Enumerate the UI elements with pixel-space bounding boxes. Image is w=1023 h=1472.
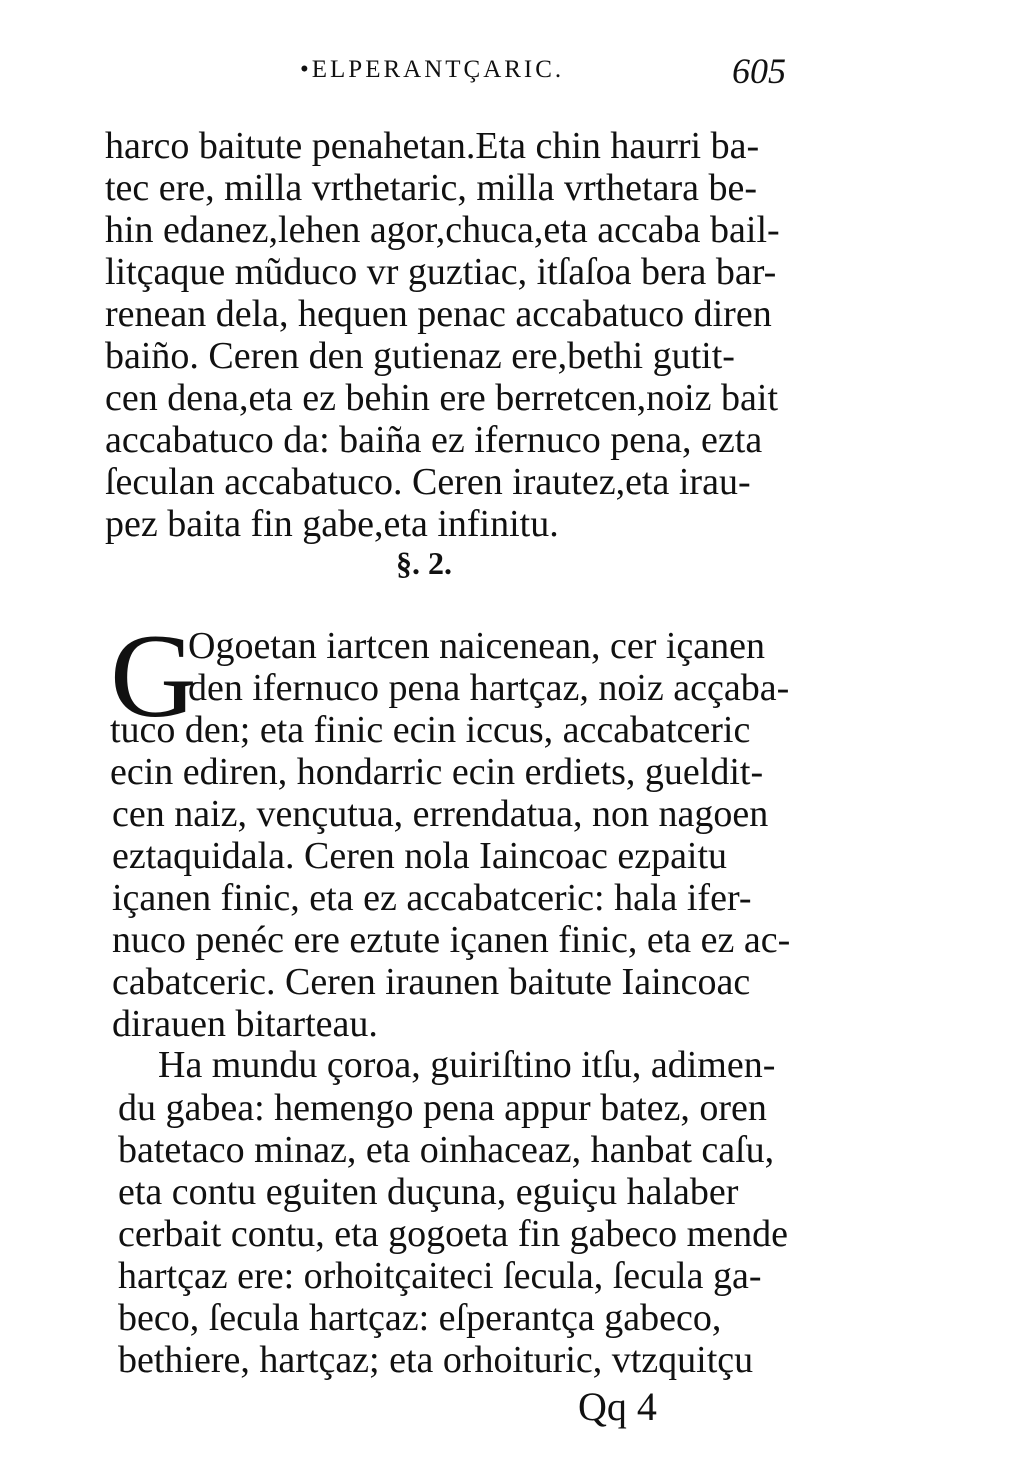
body-line-26: hartçaz ere: orhoitçaiteci ſecula, ſecula ga-: [118, 1255, 762, 1297]
body-line-13: tuco den; eta finic ecin iccus, accabatceric: [110, 709, 751, 751]
body-line-15: cen naiz, vençutua, errendatua, non nagoen: [112, 793, 769, 835]
body-line-28: bethiere, hartçaz; eta orhoituric, vtzquitçu: [118, 1339, 754, 1381]
section-mark: §. 2.: [396, 545, 452, 581]
body-line-5: renean dela, hequen penac accabatuco diren: [105, 293, 772, 335]
body-line-18: nuco penéc ere eztute içanen finic, eta ez ac-: [112, 919, 791, 961]
body-line-6: baiño. Ceren den gutienaz ere,bethi gutit-: [105, 335, 735, 377]
body-line-16: eztaquidala. Ceren nola Iaincoac ezpaitu: [112, 835, 728, 877]
body-line-27: beco, ſecula hartçaz: eſperantça gabeco,: [118, 1297, 722, 1339]
body-line-2: tec ere, milla vrthetaric, milla vrthetara be-: [105, 167, 757, 209]
body-line-14: ecin ediren, hondarric ecin erdiets, gueldit-: [110, 751, 764, 793]
body-line-19: cabatceric. Ceren iraunen baitute Iaincoac: [112, 961, 751, 1003]
body-line-3: hin edanez,lehen agor,chuca,eta accaba bail-: [105, 209, 780, 251]
page-number: 605: [732, 51, 786, 91]
body-line-24: eta contu eguiten duçuna, eguiçu halaber: [118, 1171, 739, 1213]
body-line-8: accabatuco da: baiña ez ifernuco pena, ezta: [105, 419, 763, 461]
running-head: •ELPERANTÇARIC.: [300, 56, 565, 83]
body-line-22: du gabea: hemengo pena appur batez, oren: [118, 1087, 767, 1129]
body-line-20: dirauen bitarteau.: [112, 1003, 378, 1045]
body-line-1: harco baitute penahetan.Eta chin haurri ba-: [105, 125, 760, 167]
body-line-7: cen dena,eta ez behin ere berretcen,noiz bait: [105, 377, 779, 419]
body-line-25: cerbait contu, eta gogoeta fin gabeco mende: [118, 1213, 788, 1255]
drop-cap: G: [110, 609, 197, 742]
body-line-17: içanen finic, eta ez accabatceric: hala ifer-: [112, 877, 752, 919]
body-line-4: litçaque mũduco vr guztiac, itſaſoa bera bar-: [105, 251, 777, 293]
body-line-9: ſeculan accabatuco. Ceren irautez,eta irau-: [105, 461, 751, 503]
body-line-21: Ha mundu çoroa, guiriſtino itſu, adimen-: [158, 1044, 776, 1086]
body-line-12: den ifernuco pena hartçaz, noiz acçaba-: [188, 667, 790, 709]
body-line-11: Ogoetan iartcen naicenean, cer içanen: [188, 625, 766, 667]
body-line-23: batetaco minaz, eta oinhaceaz, hanbat caſu,: [118, 1129, 775, 1171]
signature-mark: Qq 4: [578, 1384, 657, 1429]
body-line-10: pez baita fin gabe,eta infinitu.: [105, 503, 559, 545]
